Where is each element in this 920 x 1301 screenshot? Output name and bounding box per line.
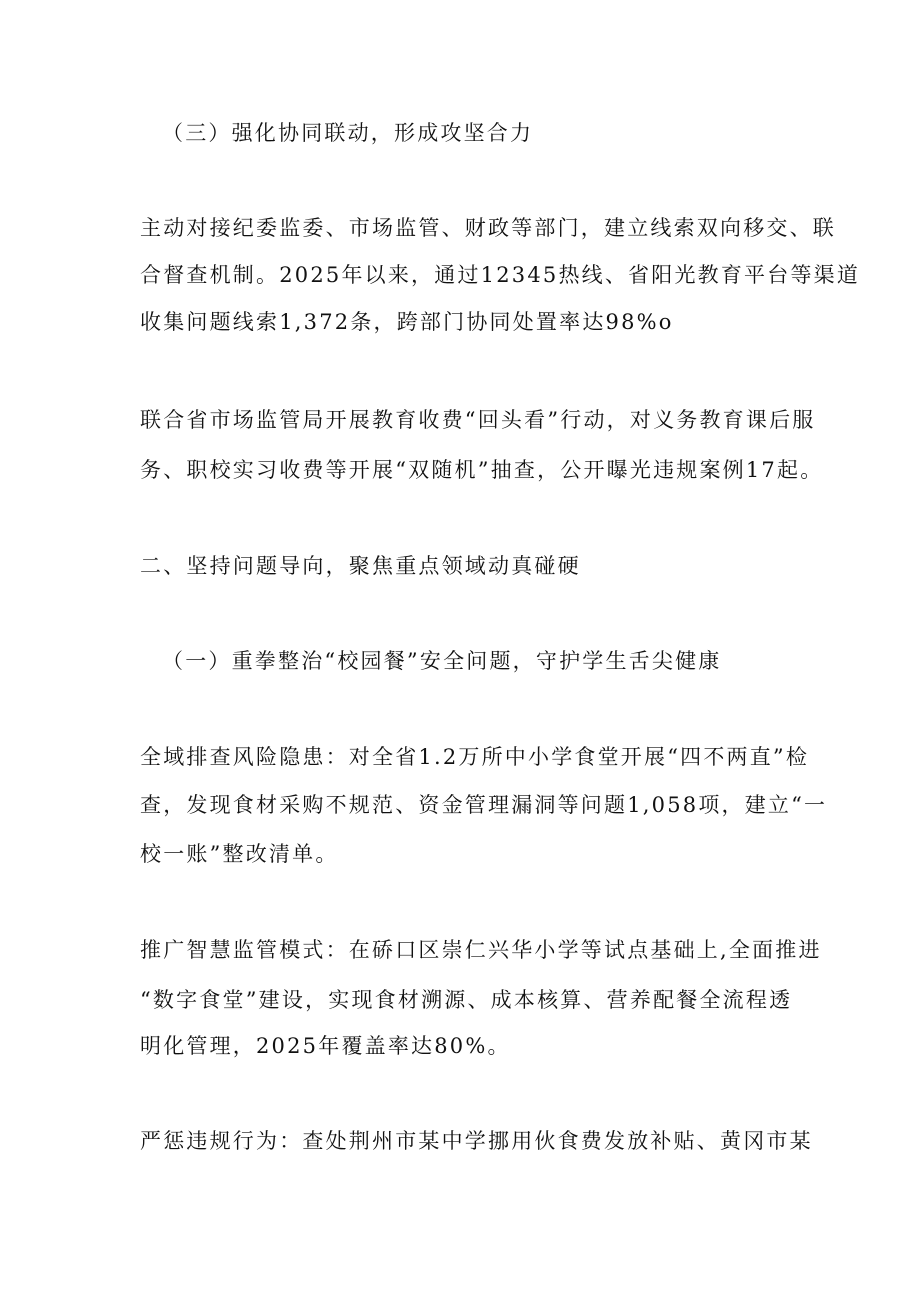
paragraph-line: 联合省市场监管局开展教育收费“回头看”行动，对义务教育课后服 [140,408,816,432]
subsection-heading: （一）重拳整治“校园餐”安全问题，守护学生舌尖健康 [162,649,722,673]
paragraph-line: 明化管理，2025年覆盖率达80%。 [140,1034,511,1058]
section-heading: （三）强化协同联动，形成攻坚合力 [162,121,534,145]
part-heading: 二、坚持问题导向，聚焦重点领域动真碰硬 [140,554,581,578]
paragraph-line: 主动对接纪委监委、市场监管、财政等部门，建立线索双向移交、联 [140,216,836,240]
paragraph-line: 全域排查风险隐患：对全省1.2万所中小学食堂开展“四不两直”检 [140,745,810,769]
paragraph-line: 校一账”整改清单。 [140,842,339,866]
paragraph-line: 合督查机制。2025年以来，通过12345热线、省阳光教育平台等渠道 [140,263,861,287]
paragraph-line: 查，发现食材采购不规范、资金管理漏洞等问题1,058项，建立“一 [140,793,828,817]
paragraph-line: “数字食堂”建设，实现食材溯源、成本核算、营养配餐全流程透 [140,988,793,1012]
paragraph-line: 严惩违规行为：查处荆州市某中学挪用伙食费发放补贴、黄冈市某 [140,1129,813,1153]
paragraph-line: 收集问题线索1,372条，跨部门协同处置率达98%o [140,310,674,334]
paragraph-line: 推广智慧监管模式：在硚口区崇仁兴华小学等试点基础上,全面推进 [140,938,822,962]
paragraph-line: 务、职校实习收费等开展“双随机”抽查，公开曝光违规案例17起。 [140,458,824,482]
